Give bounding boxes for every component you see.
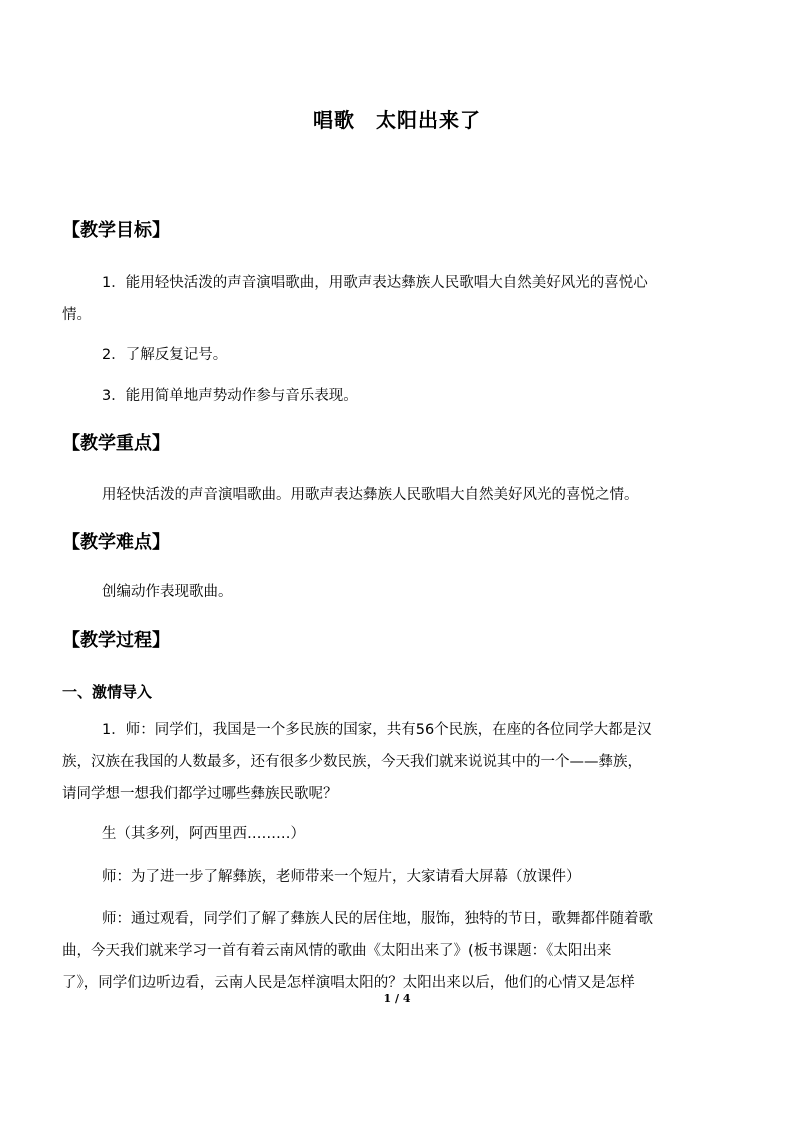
subheading-intro: 一、激情导入 xyxy=(62,683,153,701)
process-p1-line-2: 族，汉族在我国的人数最多，还有很多少数民族，今天我们就来说说其中的一个——彝族， xyxy=(62,754,642,770)
heading-teaching-goals: 【教学目标】 xyxy=(62,220,170,241)
process-p4-line-1: 师：通过观看，同学们了解了彝族人民的居住地，服饰，独特的节日，歌舞都伴随着歌 xyxy=(102,911,653,927)
process-p4-line-3: 了》，同学们边听边看，云南人民是怎样演唱太阳的？太阳出来以后，他们的心情又是怎样 xyxy=(62,975,635,991)
process-p1-line-1: 1．师：同学们，我国是一个多民族的国家，共有56个民族，在座的各位同学大都是汉 xyxy=(102,722,652,738)
goal-item-2: 2．了解反复记号。 xyxy=(102,347,228,363)
heading-teaching-process: 【教学过程】 xyxy=(62,630,170,651)
document-title: 唱歌 太阳出来了 xyxy=(313,108,481,132)
goal-item-2-block xyxy=(62,339,722,371)
process-p2: 生（其多列，阿西里西………） xyxy=(102,826,305,842)
goal-item-1-line-2: 情。 xyxy=(62,307,91,323)
goals-list xyxy=(62,267,722,331)
process-p4-line-2: 曲，今天我们就来学习一首有着云南风情的歌曲《太阳出来了》(板书课题：《太阳出来 xyxy=(62,943,612,959)
process-paragraph-2 xyxy=(62,818,722,850)
heading-difficulties: 【教学难点】 xyxy=(62,532,170,553)
difficulties-text: 创编动作表现歌曲。 xyxy=(102,584,233,600)
goal-item-3-block xyxy=(62,380,722,412)
process-paragraph-4 xyxy=(62,903,722,999)
process-p1-line-3: 请同学想一想我们都学过哪些彝族民歌呢？ xyxy=(62,786,338,802)
page-number: 1 / 4 xyxy=(383,992,411,1005)
key-points-text: 用轻快活泼的声音演唱歌曲。用歌声表达彝族人民歌唱大自然美好风光的喜悦之情。 xyxy=(102,487,639,503)
difficulties-block xyxy=(62,576,722,608)
goal-item-3: 3．能用简单地声势动作参与音乐表现。 xyxy=(102,388,358,404)
process-paragraph-3 xyxy=(62,861,722,893)
process-paragraph-1 xyxy=(62,714,722,810)
goal-item-1-line-1: 1．能用轻快活泼的声音演唱歌曲，用歌声表达彝族人民歌唱大自然美好风光的喜悦心 xyxy=(102,275,648,291)
process-p3: 师：为了进一步了解彝族，老师带来一个短片，大家请看大屏幕（放课件） xyxy=(102,869,581,885)
key-points-block xyxy=(62,479,722,511)
heading-key-points: 【教学重点】 xyxy=(62,433,170,454)
